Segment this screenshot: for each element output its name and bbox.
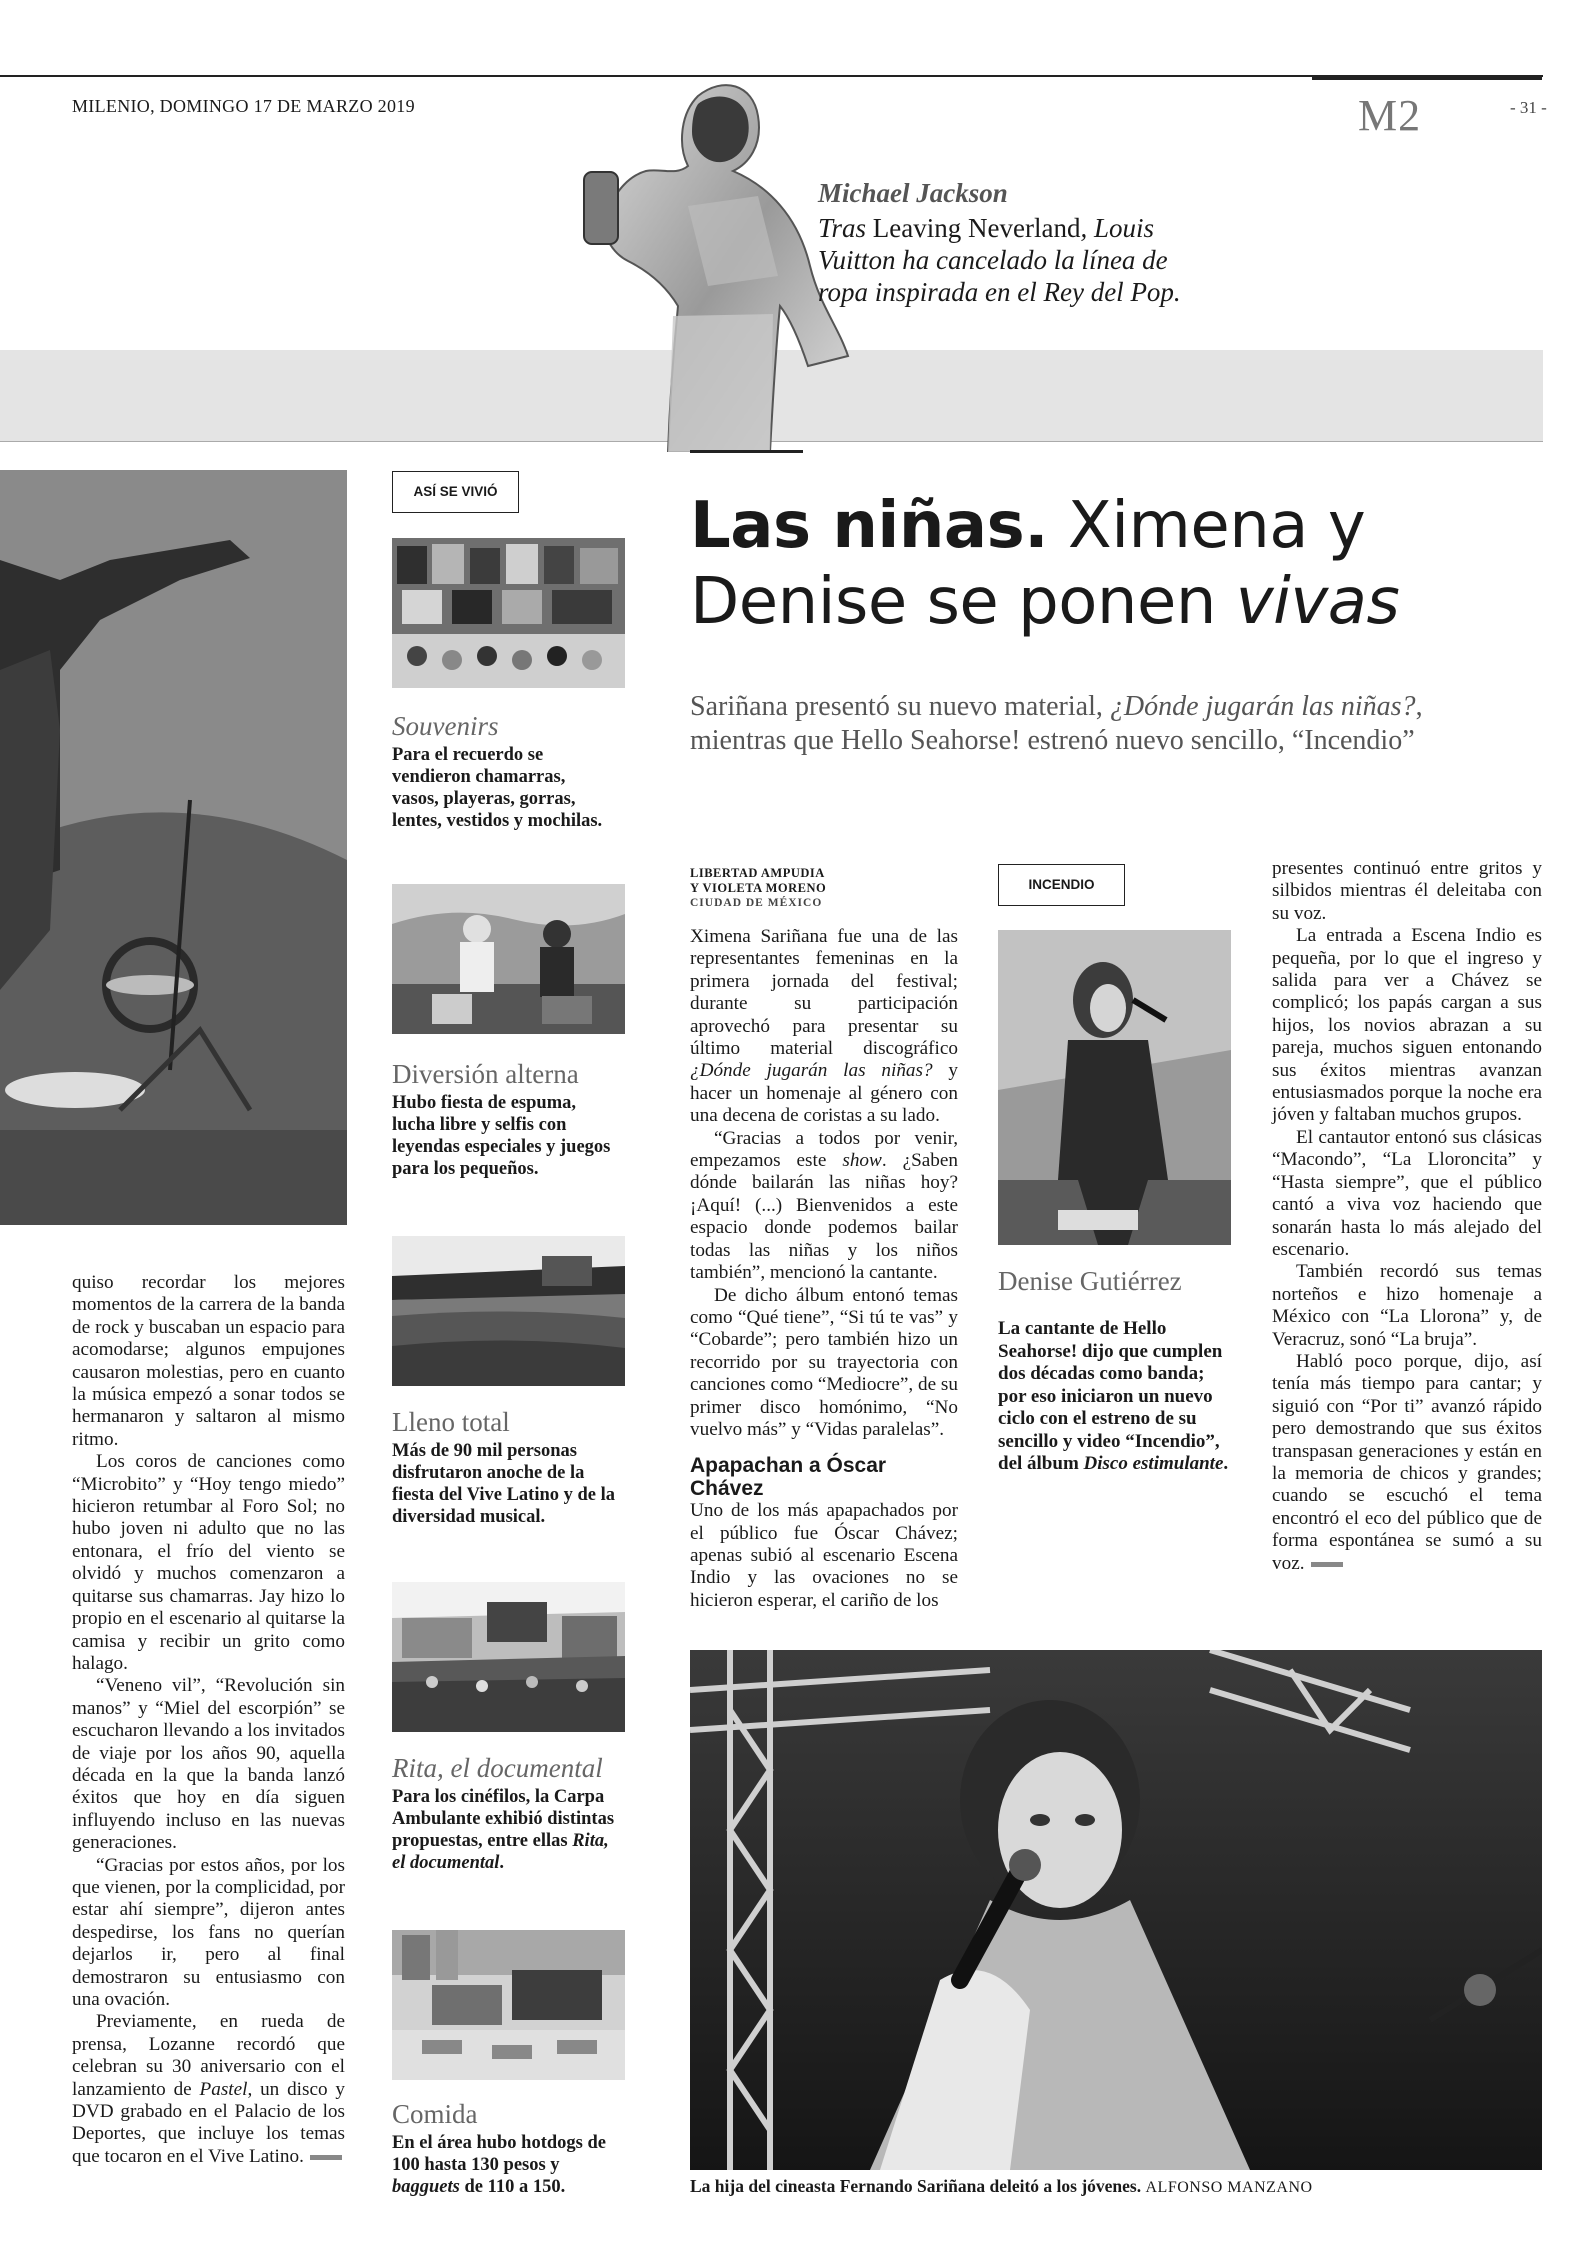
rita-desc-em: Rita, el documental — [392, 1831, 609, 1873]
incendio-kicker: INCENDIO — [998, 864, 1125, 906]
col-right-p5-text: Habló poco porque, dijo, así tenía más tiempo para cantar; y siguió con “Por ti” avanzó rápido pero demostrando que sus éxitos transpasan generaciones y están en la memoria de chicos y grandes; cuando se escuchó el tema encontró el eco del público que de forma espontánea se sumó a su voz. — [1272, 1350, 1542, 1574]
comida-desc-post: de 110 a 150. — [459, 2177, 566, 2197]
end-mark-right — [1311, 1562, 1343, 1567]
col-main-subhead: Apapachan a Óscar Chávez — [690, 1454, 887, 1500]
food-trucks-icon — [392, 1930, 625, 2080]
comida-desc-em: bagguets — [392, 2177, 460, 2197]
promo-desc-post: , Louis Vuitton ha cancelado la línea de ropa inspirada en el Rey del Pop. — [818, 213, 1181, 307]
col-main-p2-pre: “Gracias a todos por venir, empezamos este — [690, 1127, 958, 1172]
sidebar-item-souvenirs-desc: Para el recuerdo se vendieron chamarras, vasos, playeras, gorras, lentes, vestidos y mochilas. — [392, 745, 603, 831]
lucha-libre-icon — [392, 884, 625, 1034]
concert-photo-left — [0, 470, 347, 1225]
promo-name: Michael Jackson — [818, 178, 1008, 208]
col-right-p2: La entrada a Escena Indio es pequeña, por lo que el ingreso y salida para ver a Chávez se complicó; los papás cargan a sus hijos, los novios abrazan a su pareja, muchos siguen entonando sus éxitos mientras avanzan entusiasmados porque la noche era jóven y faltaban muchos grupos. — [1272, 925, 1542, 1126]
diversion-photo — [392, 884, 625, 1034]
byline-line-1: LIBERTAD AMPUDIA — [690, 866, 825, 880]
article-headline — [690, 488, 1510, 640]
incendio-desc-em: Disco estimulante — [1083, 1453, 1224, 1474]
col-left-p5 — [72, 2011, 345, 2168]
col-main-p3: De dicho álbum entonó temas como “Qué tiene”, “Si tú te vas” y “Cobarde”; pero también hizo un recorrido por su trayectoria con canciones como “Mediocre”, de su primer disco homónimo, “No vuelvo más” y “Vidas paralelas”. — [690, 1284, 958, 1440]
sidebar-item-rita-desc — [392, 1786, 622, 1874]
sidebar-item-comida-desc — [392, 2132, 622, 2198]
singer-with-microphone-icon — [998, 930, 1231, 1245]
crowd-photo — [392, 1236, 625, 1386]
col-main-p2-em: show — [842, 1150, 882, 1172]
col-main-p2 — [690, 1128, 958, 1285]
incendio-name: Denise Gutiérrez — [998, 1266, 1182, 1296]
souvenirs-photo — [392, 538, 625, 688]
col-left-p1: quiso recordar los mejores momentos de la carrera de la banda de rock y buscaban un espacio para acomodarse; algunos empujones causaron molestias, pero en cuanto la música empezó a sonar todos se hermanaron y saltaron al mismo ritmo. — [72, 1272, 345, 1450]
rita-desc-post: . — [499, 1853, 505, 1873]
article-deck — [690, 690, 1510, 758]
stadium-crowd-icon — [392, 1236, 625, 1386]
story-rule — [690, 450, 803, 453]
byline — [690, 866, 826, 911]
headline-em: vivas — [1235, 565, 1400, 639]
rita-desc-pre: Para los cinéfilos, la Carpa Ambulante exhibió distintas propuestas, entre ellas — [392, 1787, 615, 1851]
comida-photo — [392, 1930, 625, 2080]
col-left-p2: Los coros de canciones como “Microbito” y “Hoy tengo miedo” hicieron retumbar al Foro Sol; no hubo joven ni adulto que no las entonara, el frío del viento se olvidó y muchos comenzaron a quitarse sus chamarras. Jay hizo lo propio en el escenario al quitarse la camisa y recibir un grito como halago. — [72, 1451, 345, 1674]
header-page-number: - 31 - — [1510, 98, 1547, 117]
headline-rest-2: Denise se ponen — [690, 565, 1236, 639]
section-tab-rule — [1312, 75, 1542, 80]
column-left — [72, 1272, 345, 2168]
col-main-p1 — [690, 926, 958, 1128]
column-main — [690, 926, 958, 1612]
rock-singer-stage-icon — [0, 470, 347, 1225]
col-left-p5-em: Pastel — [199, 2078, 248, 2100]
deck-pre: Sariñana presentó su nuevo material, — [690, 691, 1110, 722]
col-main-p1-em: ¿Dónde jugarán las niñas? — [690, 1060, 933, 1082]
col-right-p3: El cantautor entonó sus clásicas “Macondo”, “La Lloroncita” y “Hasta siempre”, que el público cantó a viva voz haciendo que sonarán hasta lo más alejado del escenario. — [1272, 1126, 1542, 1260]
deck-em: ¿Dónde jugarán las niñas? — [1109, 691, 1416, 722]
incendio-desc-pre: La cantante de Hello Seahorse! dijo que cumplen dos décadas como banda; por eso iniciaron un nuevo ciclo con el estreno de su sencillo y video “Incendio”, del álbum — [998, 1318, 1223, 1474]
byline-city: CIUDAD DE MÉXICO — [690, 897, 823, 909]
promo-description — [818, 212, 1198, 308]
cinema-tent-icon — [392, 1582, 625, 1732]
deck-post: , mientras que Hello Seahorse! estrenó nuevo sencillo, “Incendio” — [690, 691, 1423, 756]
photo-credit: ALFONSO MANZANO — [1145, 2179, 1313, 2196]
column-right — [1272, 858, 1542, 1575]
col-left-p4: “Gracias por estos años, por los que vienen, por la complicidad, por estar ahí siempre”, dijeron antes despedirse, los fans no querían dejarlos ir, pero al final demostraron su entusiasmo con una ovación. — [72, 1854, 345, 2010]
singer-performing-icon — [690, 1650, 1542, 2170]
col-left-p5-pre: Previamente, en rueda de prensa, Lozanne recordó que celebran su 30 aniversario con el lanzamiento de — [72, 2011, 345, 2100]
headline-rest-1: Ximena y — [1048, 489, 1366, 563]
promo-desc-title: Leaving Neverland — [872, 213, 1081, 243]
col-main-p1-pre: Ximena Sariñana fue una de las representantes femeninas en la primera jornada del festival; durante su participación aprovechó para presentar su último material discográfico — [690, 926, 958, 1060]
header-date: MILENIO, DOMINGO 17 DE MARZO 2019 — [72, 96, 415, 116]
sidebar-item-lleno-title: Lleno total — [392, 1407, 510, 1437]
photo-caption-text: La hija del cineasta Fernando Sariñana deleitó a los jóvenes. — [690, 2176, 1142, 2196]
sidebar-item-comida-title: Comida — [392, 2099, 478, 2129]
col-main-p4: Uno de los más apapachados por el público fue Óscar Chávez; apenas subió al escenario Escena Indio y las ovaciones no se hicieron esperar, el cariño de los — [690, 1500, 958, 1611]
photo-caption — [690, 2176, 1313, 2197]
col-right-p1: presentes continuó entre gritos y silbidos mientras él deleitaba con su voz. — [1272, 858, 1542, 924]
promo-desc-pre: Tras — [818, 213, 873, 243]
header-section: M2 — [1358, 91, 1422, 140]
col-main-p2-post: . ¿Saben dónde bailarán las niñas hoy? ¡Aquí! (...) Bienvenidos a este espacio donde podemos bailar todas las niñas y los niños también”, mencionó la cantante. — [690, 1150, 958, 1284]
merchandise-stand-icon — [392, 538, 625, 688]
sidebar-item-rita-title: Rita, el documental — [392, 1753, 603, 1783]
sidebar-item-lleno-desc: Más de 90 mil personas disfrutaron anoche de la fiesta del Vive Latino y de la diversidad musical. — [392, 1441, 616, 1527]
col-left-p3: “Veneno vil”, “Revolución sin manos” y “Miel del escorpión” se escucharon llevando a los invitados de viaje por los años 90, aquella década en la que la banda lanzó éxitos que hoy en día siguen influyendo incluso en las nuevas generaciones. — [72, 1675, 345, 1854]
col-right-p5 — [1272, 1351, 1542, 1575]
col-main-p1-post: y hacer un homenaje al género con una decena de coristas a su lado. — [690, 1060, 958, 1127]
ximena-photo — [690, 1650, 1542, 2170]
denise-photo — [998, 930, 1231, 1245]
sidebar-kicker: ASÍ SE VIVIÓ — [392, 471, 519, 513]
incendio-description — [998, 1318, 1230, 1476]
sidebar-item-diversion-title: Diversión alterna — [392, 1059, 579, 1089]
sidebar-item-diversion-desc: Hubo fiesta de espuma, lucha libre y selfis con leyendas especiales y juegos para los pequeños. — [392, 1093, 611, 1179]
comida-desc-pre: En el área hubo hotdogs de 100 hasta 130 pesos y — [392, 2133, 606, 2175]
byline-line-2: Y VIOLETA MORENO — [690, 881, 827, 895]
col-right-p4: También recordó sus temas norteños e hizo homenaje a México con “La Llorona” y, de Veracruz, sonó “La bruja”. — [1272, 1261, 1542, 1350]
col-left-p5-post: , un disco y DVD grabado en el Palacio de los Deportes, que incluye los temas que tocaron en el Vive Latino. — [72, 2078, 345, 2167]
end-mark-left — [310, 2155, 342, 2160]
sidebar-item-souvenirs-title: Souvenirs — [392, 711, 499, 741]
headline-bold: Las niñas. — [690, 489, 1048, 563]
incendio-desc-post: . — [1223, 1453, 1229, 1474]
carpa-photo — [392, 1582, 625, 1732]
